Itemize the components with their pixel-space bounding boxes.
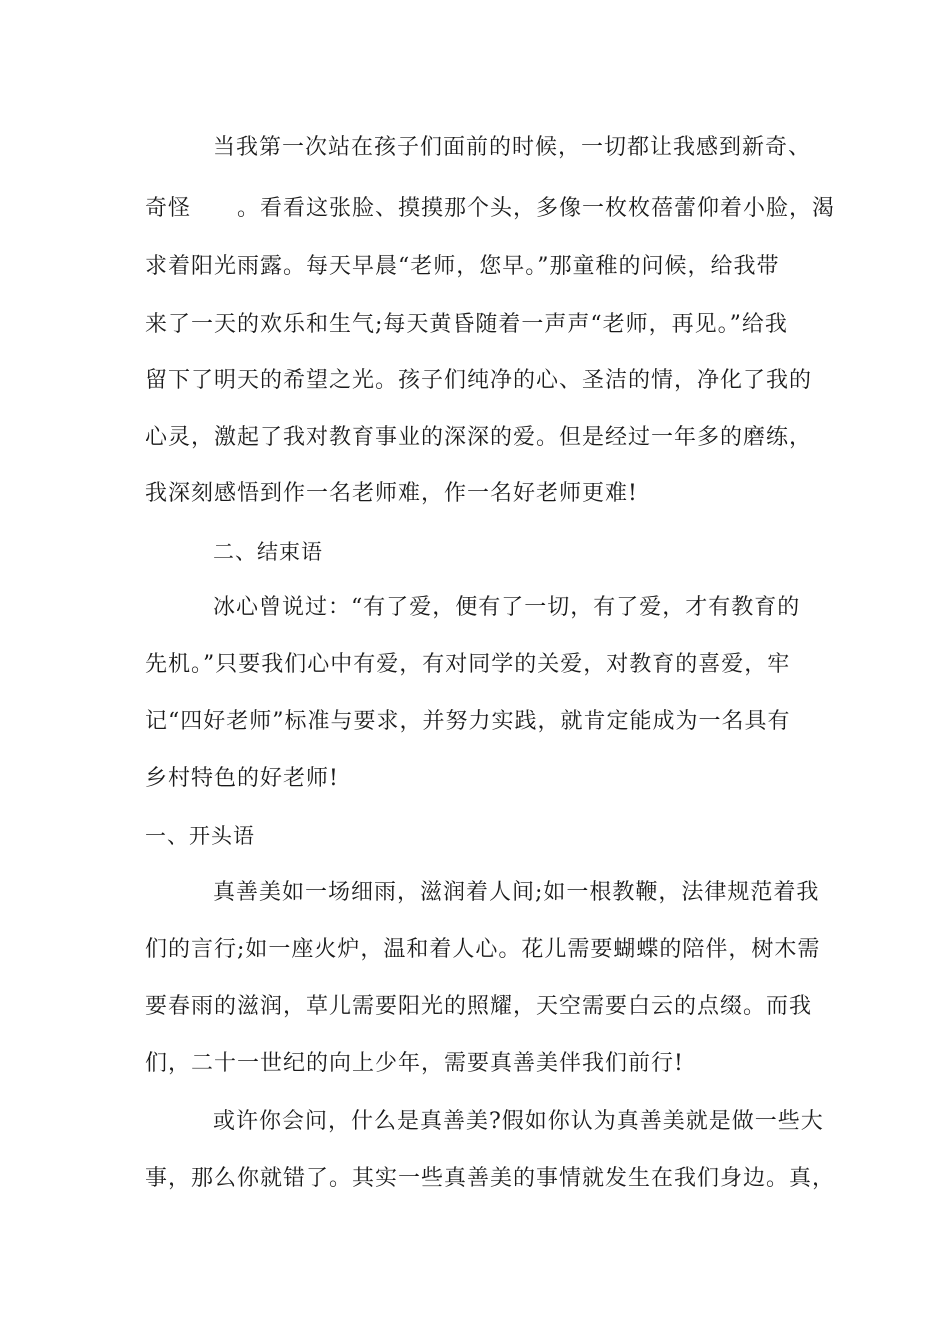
paragraph-line: 我深刻感悟到作一名老师难，作一名好老师更难!	[145, 481, 638, 506]
paragraph-line: 们，二十一世纪的向上少年，需要真善美伴我们前行!	[145, 1051, 684, 1076]
paragraph-line: 真善美如一场细雨，滋润着人间;如一根教鞭，法律规范着我	[213, 880, 820, 905]
paragraph-line: 心灵，激起了我对教育事业的深深的爱。但是经过一年多的磨练，	[145, 425, 813, 450]
paragraph-line: 当我第一次站在孩子们面前的时候，一切都让我感到新奇、	[213, 135, 812, 160]
paragraph-line: 冰心曾说过：“有了爱，便有了一切，有了爱，才有教育的	[213, 595, 801, 620]
paragraph-line: 留下了明天的希望之光。孩子们纯净的心、圣洁的情，净化了我的	[145, 368, 813, 393]
section-heading: 二、结束语	[213, 540, 323, 564]
section-heading: 一、开头语	[145, 824, 255, 848]
paragraph-line: 奇怪 。看看这张脸、摸摸那个头，多像一枚枚蓓蕾仰着小脸，渴	[145, 196, 836, 221]
paragraph-line: 来了一天的欢乐和生气;每天黄昏随着一声声“老师，再见。”给我	[145, 312, 788, 337]
paragraph-line: 先机。”只要我们心中有爱，有对同学的关爱，对教育的喜爱，牢	[145, 652, 791, 677]
paragraph-line: 事，那么你就错了。其实一些真善美的事情就发生在我们身边。真，	[145, 1166, 836, 1191]
paragraph-line: 或许你会问，什么是真善美?假如你认为真善美就是做一些大	[213, 1109, 824, 1134]
paragraph-line: 乡村特色的好老师!	[145, 766, 339, 791]
paragraph-line: 要春雨的滋润，草儿需要阳光的照耀，天空需要白云的点缀。而我	[145, 994, 813, 1019]
paragraph-line: 们的言行;如一座火炉，温和着人心。花儿需要蝴蝶的陪伴，树木需	[145, 937, 821, 962]
paragraph-line: 记“四好老师”标准与要求，并努力实践，就肯定能成为一名具有	[145, 709, 791, 734]
paragraph-line: 求着阳光雨露。每天早晨“老师，您早。”那童稚的问候，给我带	[145, 254, 780, 279]
